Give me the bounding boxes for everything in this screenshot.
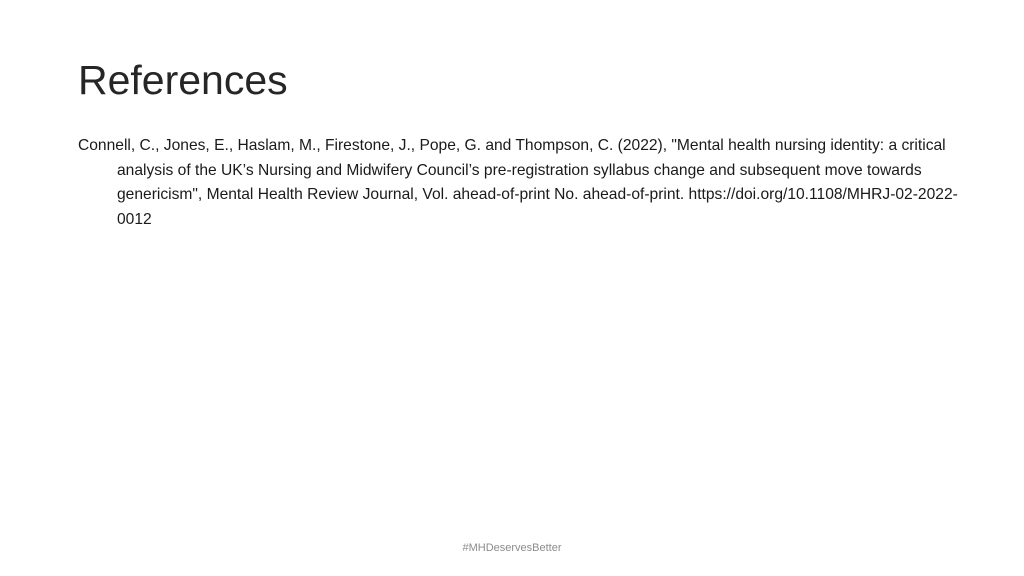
reference-item: Connell, C., Jones, E., Haslam, M., Firestone, J., Pope, G. and Thompson, C. (2022), "Mental health nursing identity: a critical analysis of the UK’s Nursing and Midwifery Council’s pre-registration syllabus change and subsequent move towards genericism", Mental Health Review Journal, Vol. ahead-of-print No. ahead-of-print. https://doi.org/10.1108/MHRJ-02-2022-0012 bbox=[78, 137, 958, 228]
reference-list bbox=[78, 134, 958, 232]
slide-title: References bbox=[78, 57, 288, 103]
footer-hashtag: #MHDeservesBetter bbox=[462, 542, 562, 554]
